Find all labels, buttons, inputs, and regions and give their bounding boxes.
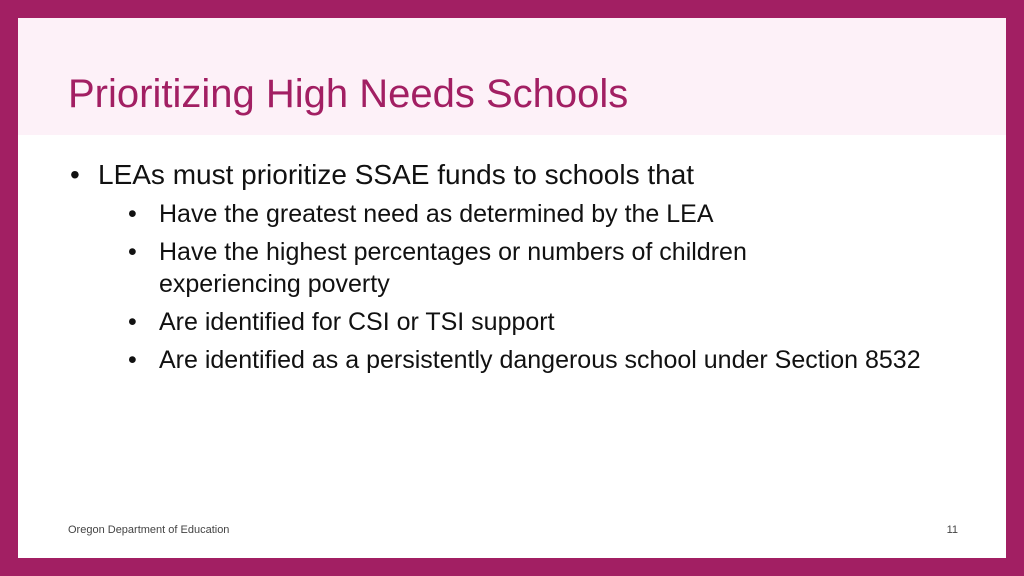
bullet-dot-icon: • xyxy=(128,200,137,228)
slide xyxy=(18,18,1006,558)
bullet-dot-icon: • xyxy=(128,308,137,336)
title-band xyxy=(18,18,1006,135)
bullet-main-text: LEAs must prioritize SSAE funds to schools that xyxy=(98,159,695,190)
slide-title: Prioritizing High Needs Schools xyxy=(68,72,629,116)
sub-bullet-text: Are identified as a persistently dangerous school under Section 8532 xyxy=(159,346,921,374)
sub-bullet-text: Have the highest percentages or numbers of children experiencing poverty xyxy=(159,238,747,298)
sub-bullet-text: Are identified for CSI or TSI support xyxy=(159,308,555,336)
bullet-dot-icon: • xyxy=(128,238,137,266)
bullet-dot-icon: • xyxy=(70,159,80,190)
footer-organization: Oregon Department of Education xyxy=(68,524,230,536)
bullet-dot-icon: • xyxy=(128,346,137,374)
slide-number: 11 xyxy=(946,524,958,536)
sub-bullet-text: Have the greatest need as determined by the LEA xyxy=(159,200,714,228)
